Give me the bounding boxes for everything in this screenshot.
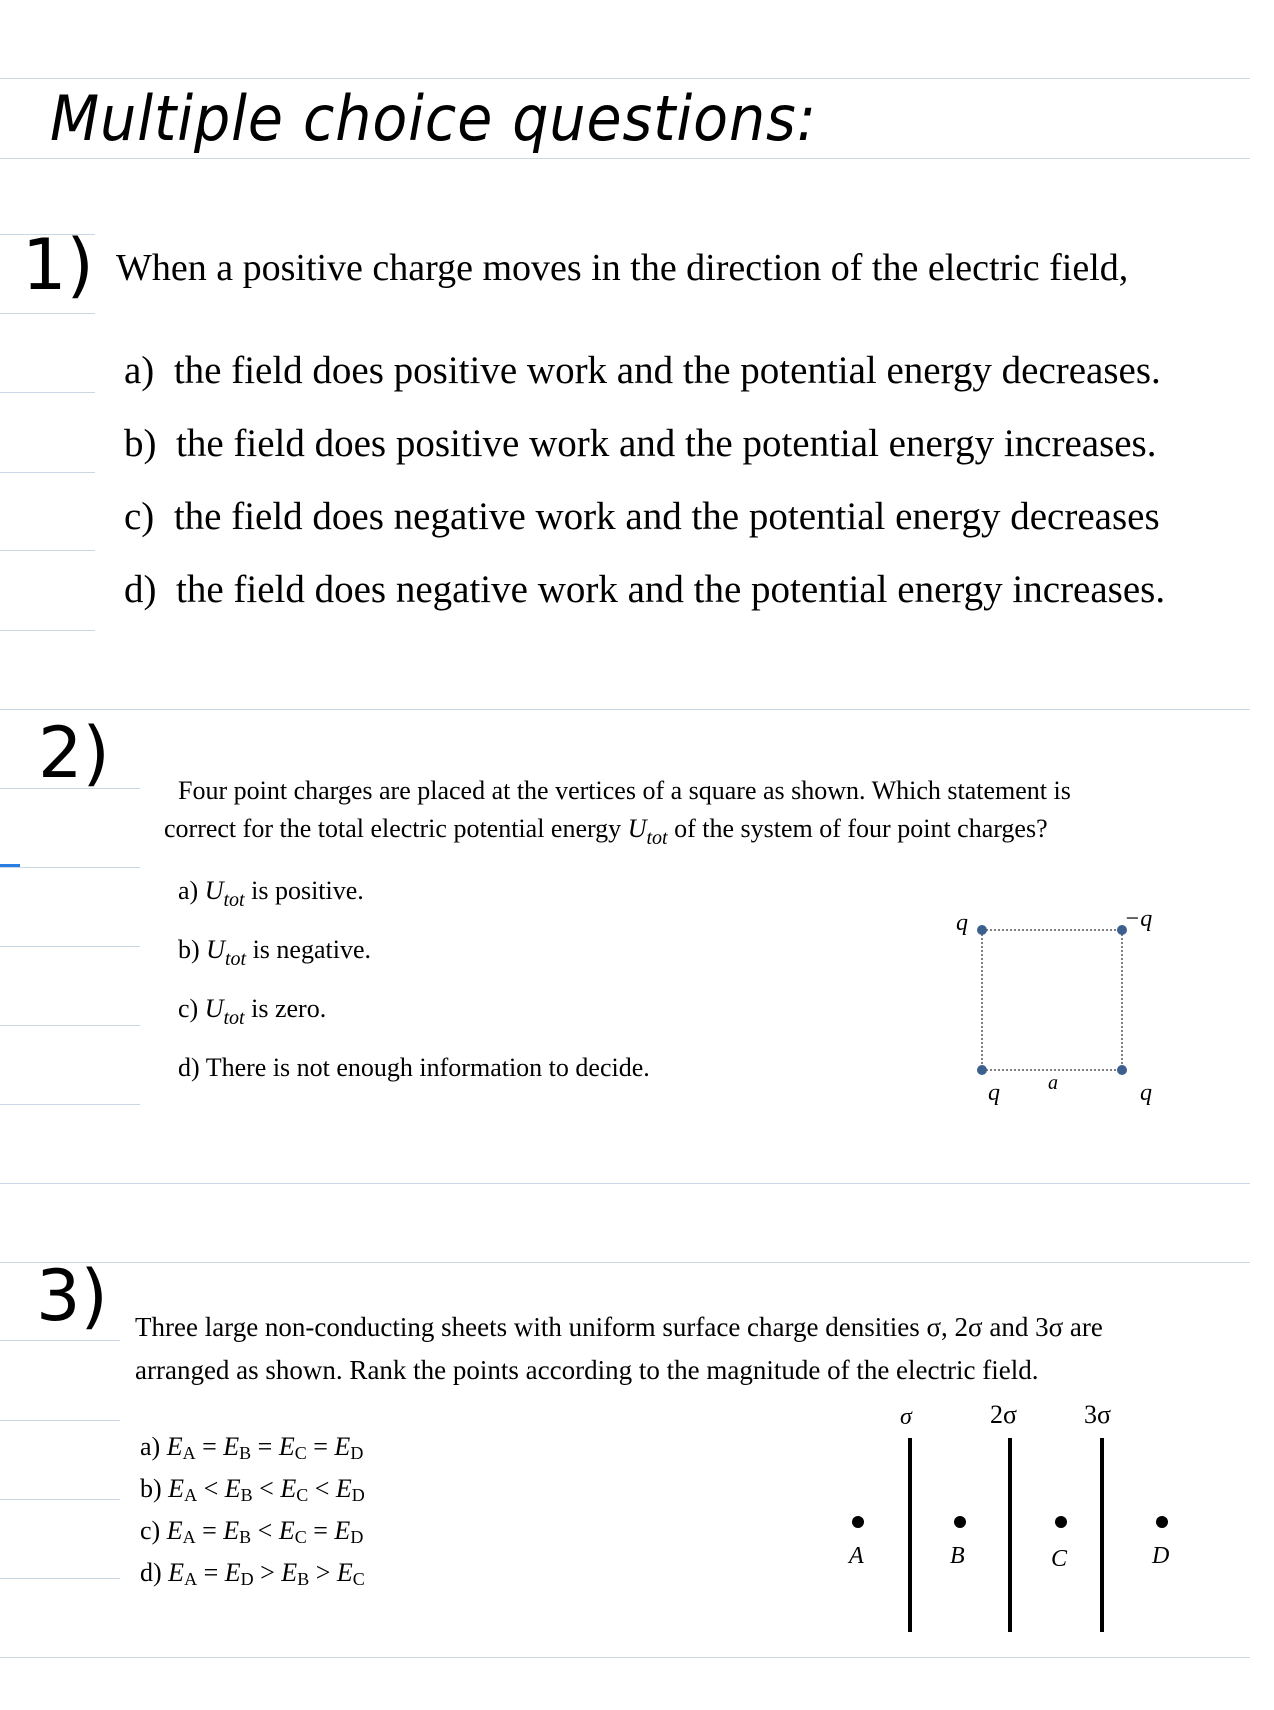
question-3-option-d [140,1558,365,1588]
option-letter: a) [178,876,199,905]
question-1-option-b [124,421,1156,466]
rule-line [0,1104,140,1105]
relation-operator: = [197,1558,225,1587]
rule-line [0,1262,1250,1263]
charge-label-top-right: −q [1124,906,1153,932]
stem-line-2-pre: correct for the total electric potential energy [164,814,622,843]
field-symbol: E [278,1432,295,1461]
field-subscript: B [297,1569,310,1589]
option-letter: d) [178,1053,200,1082]
field-symbol: E [280,1474,297,1503]
rule-line [0,1499,120,1500]
point-label-b: B [950,1543,965,1569]
field-subscript: B [239,1443,252,1463]
question-1-option-d [124,567,1165,612]
field-symbol: E [166,1432,183,1461]
field-symbol: E [281,1558,298,1587]
page-title: Multiple choice questions: [50,82,817,155]
field-symbol: E [168,1558,185,1587]
option-letter: d) [124,568,157,611]
option-var: U [206,935,225,964]
question-3-option-a [140,1432,363,1462]
relation-operator: < [251,1516,279,1545]
field-subscript: C [296,1485,309,1505]
sheet-label-sigma: σ [900,1404,912,1430]
rule-line [0,1183,1250,1184]
option-letter: c) [124,495,155,538]
field-subscript: A [182,1443,196,1463]
stem-line-2 [164,810,1218,850]
option-var: U [204,994,224,1023]
option-letter: a) [140,1432,167,1461]
relation-operator: < [308,1474,336,1503]
stem-line-2: arranged as shown. Rank the points according to the magnitude of the electric field. [135,1355,1039,1385]
field-symbol: E [278,1516,295,1545]
rule-line [0,1420,120,1421]
field-subscript: D [350,1443,364,1463]
rule-line [0,630,95,631]
option-text: the field does negative work and the potential energy decreases [173,495,1160,538]
point-dot-b [954,1516,966,1528]
field-subscript: C [294,1443,307,1463]
rule-line [0,1340,120,1341]
question-2-option-b [178,935,371,970]
option-letter: b) [124,422,157,465]
charge-dot [1117,1065,1127,1075]
relation-operator: = [195,1432,224,1461]
field-subscript: A [184,1485,198,1505]
option-letter: b) [178,935,200,964]
option-sub: tot [223,1007,245,1029]
question-2-stem [164,772,1218,850]
option-letter: b) [140,1474,169,1503]
field-symbol: E [223,1516,240,1545]
rule-line [0,1657,1250,1658]
question-1-stem: When a positive charge moves in the direction of the electric field, [116,247,1129,289]
option-letter: c) [178,994,199,1023]
field-symbol: E [168,1474,185,1503]
question-1-option-a [124,348,1161,393]
field-symbol: E [223,1432,240,1461]
rule-line [0,946,140,947]
charge-label-bottom-right: q [1140,1080,1152,1106]
relation-operator: < [197,1474,225,1503]
rule-line [0,709,1250,710]
rule-line [0,392,95,393]
point-dot-d [1156,1516,1168,1528]
option-var: U [204,876,224,905]
field-subscript: B [240,1485,253,1505]
scroll-marker [0,864,20,867]
field-symbol: E [224,1558,241,1587]
field-symbol: E [336,1558,353,1587]
rule-line [0,1578,120,1579]
question-2-option-a [178,876,364,911]
question-number-1: 1) [22,224,94,306]
field-subscript: A [184,1569,198,1589]
relation-operator: = [195,1516,224,1545]
point-dot-a [852,1516,864,1528]
option-text: the field does negative work and the potential energy increases. [176,568,1166,611]
rule-line [0,313,95,314]
field-subscript: D [240,1569,254,1589]
option-text: is negative. [252,935,371,964]
point-label-a: A [849,1543,864,1569]
charge-dot [977,925,987,935]
field-symbol: E [334,1516,351,1545]
stem-sub: tot [646,827,668,849]
field-symbol: E [166,1516,183,1545]
question-number-2: 2) [38,712,110,794]
question-3-option-b [140,1474,365,1504]
field-symbol: E [224,1474,241,1503]
point-label-c: C [1051,1546,1068,1572]
stem-line-2-post: of the system of four point charges? [674,814,1048,843]
option-text: the field does positive work and the potential energy increases. [176,422,1157,465]
rule-line [0,550,95,551]
charge-label-top-left: q [956,910,968,936]
point-label-d: D [1152,1543,1170,1569]
question-number-3: 3) [36,1255,108,1337]
question-3-option-c [140,1516,363,1546]
rule-line [0,472,95,473]
relation-operator: > [309,1558,337,1587]
option-letter: d) [140,1558,169,1587]
rule-line [0,867,140,868]
point-dot-c [1055,1516,1067,1528]
field-symbol: E [334,1432,351,1461]
sheet-label-2sigma: 2σ [990,1400,1018,1429]
option-text: is zero. [251,994,327,1023]
field-subscript: C [352,1569,365,1589]
relation-operator: < [252,1474,281,1503]
rule-line [0,1025,140,1026]
field-symbol: E [335,1474,352,1503]
stem-line-1: Four point charges are placed at the vertices of a square as shown. Which statement is [178,776,1071,805]
option-text: is positive. [251,876,364,905]
relation-operator: = [306,1516,335,1545]
option-letter: a) [124,349,155,392]
question-1-option-c [124,494,1160,539]
field-subscript: C [294,1527,307,1547]
sheet-label-3sigma: 3σ [1084,1400,1112,1429]
option-text: the field does positive work and the potential energy decreases. [173,349,1161,392]
relation-operator: = [306,1432,335,1461]
rule-line [0,78,1250,79]
charge-dot [977,1065,987,1075]
question-2-option-c [178,994,327,1029]
stem-var: U [627,814,647,843]
field-subscript: D [351,1485,365,1505]
option-text: There is not enough information to decide. [205,1053,650,1082]
relation-operator: > [253,1558,282,1587]
option-sub: tot [224,948,247,970]
rule-line [0,158,1250,159]
charge-label-bottom-left: q [988,1080,1000,1106]
option-sub: tot [223,889,245,911]
option-letter: c) [140,1516,167,1545]
relation-operator: = [251,1432,279,1461]
field-subscript: A [182,1527,196,1547]
side-length-label: a [1048,1072,1058,1094]
question-3-stem [135,1306,1225,1392]
stem-line-1: Three large non-conducting sheets with uniform surface charge densities σ, 2σ and 3σ are [135,1312,1103,1342]
charged-sheets-figure [820,1420,1200,1640]
field-subscript: B [239,1527,252,1547]
question-2-option-d [178,1053,650,1083]
field-subscript: D [350,1527,364,1547]
